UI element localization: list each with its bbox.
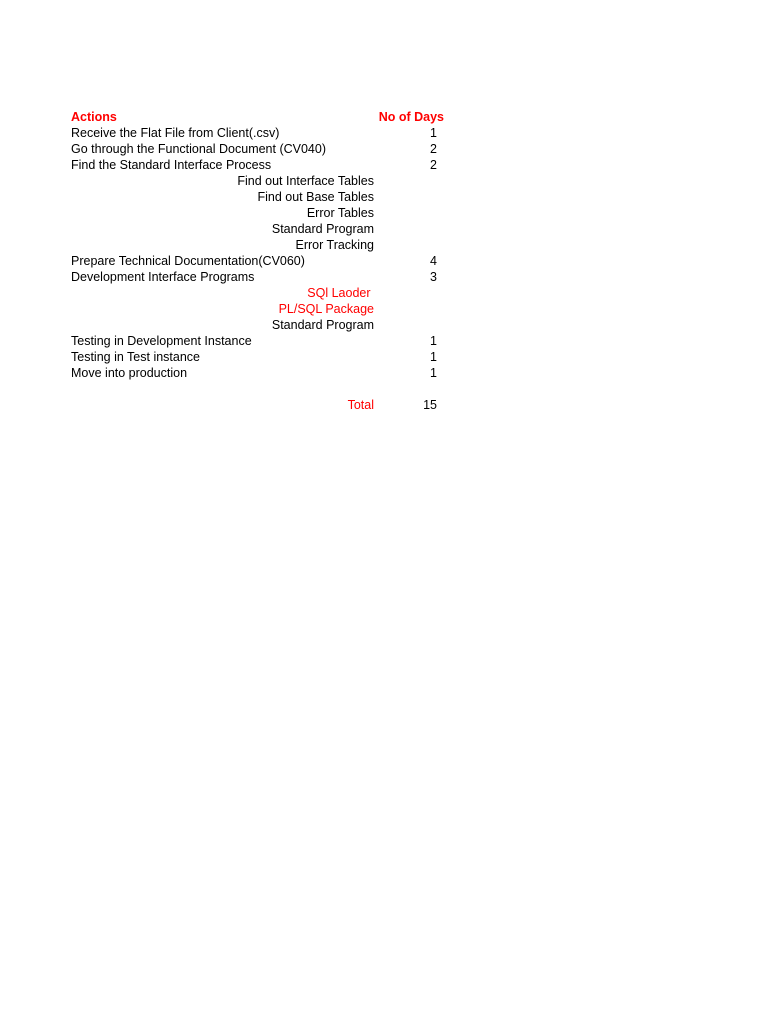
table-row: [0, 333, 768, 349]
table-row: [0, 349, 768, 365]
table-row: [0, 189, 768, 205]
days-cell: 1: [430, 350, 437, 364]
sub-step-cell: Standard Program: [271, 222, 374, 236]
days-cell: 2: [430, 158, 437, 172]
table-row: [0, 141, 768, 157]
days-cell: 3: [430, 270, 437, 284]
sub-step-cell: Error Tables: [306, 206, 374, 220]
table-row: [0, 205, 768, 221]
days-cell: 1: [430, 366, 437, 380]
total-row: [0, 397, 768, 413]
table-row: [0, 157, 768, 173]
action-cell: Testing in Test instance: [71, 350, 201, 364]
days-header: No of Days: [378, 110, 444, 124]
table-row: [0, 365, 768, 381]
action-cell: Prepare Technical Documentation(CV060): [71, 254, 305, 268]
days-cell: 4: [430, 254, 437, 268]
sub-step-cell: Error Tracking: [295, 238, 374, 252]
days-cell: 2: [430, 142, 437, 156]
sub-step-cell: Find out Interface Tables: [237, 174, 374, 188]
sub-step-cell: SQl Laoder: [307, 286, 374, 300]
action-cell: Find the Standard Interface Process: [71, 158, 272, 172]
action-cell: Go through the Functional Document (CV040): [71, 142, 326, 156]
total-label: Total: [347, 398, 374, 412]
sub-step-cell: PL/SQL Package: [278, 302, 374, 316]
table-row: [0, 173, 768, 189]
sub-step-cell: Standard Program: [271, 318, 374, 332]
action-cell: Development Interface Programs: [71, 270, 255, 284]
action-cell: Move into production: [71, 366, 188, 380]
action-cell: Receive the Flat File from Client(.csv): [71, 126, 280, 140]
table-row: [0, 269, 768, 285]
total-value: 15: [423, 398, 437, 412]
table-row: [0, 237, 768, 253]
header-row: [0, 109, 768, 125]
days-cell: 1: [430, 334, 437, 348]
table-row: [0, 125, 768, 141]
days-cell: 1: [430, 126, 437, 140]
actions-header: Actions: [71, 110, 117, 124]
table-row: [0, 317, 768, 333]
table-row: [0, 285, 768, 301]
sub-step-cell: Find out Base Tables: [257, 190, 374, 204]
table-row: [0, 221, 768, 237]
table-row: [0, 301, 768, 317]
table-row: [0, 253, 768, 269]
action-cell: Testing in Development Instance: [71, 334, 252, 348]
